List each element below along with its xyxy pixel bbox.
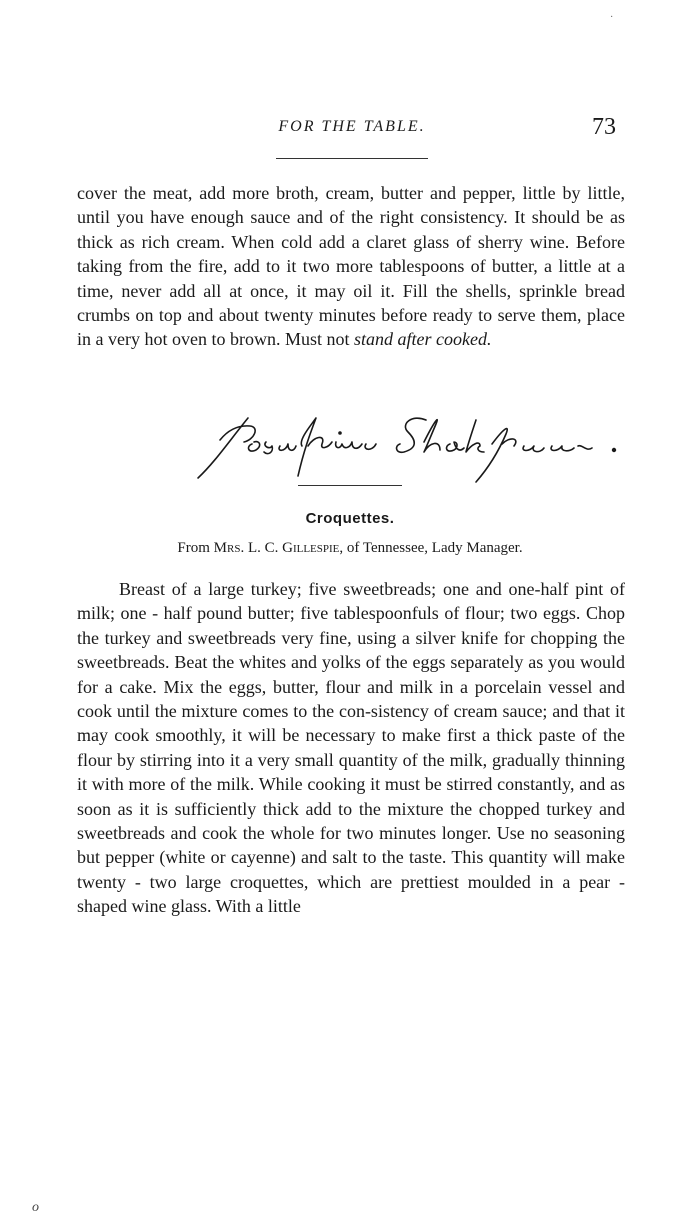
continued-recipe-text <box>77 181 625 352</box>
attribution-from: From <box>177 540 210 556</box>
handwritten-signature <box>190 400 650 490</box>
bottom-left-mark: o <box>32 1200 39 1215</box>
croquettes-recipe-text <box>77 577 625 919</box>
recipe-title: Croquettes. <box>305 510 395 527</box>
attribution-name: Mrs. L. C. Gillespie, <box>213 540 344 556</box>
top-paragraph-text: cover the meat, add more broth, cream, butter and pepper, little by little, until you have enough sauce and of the right consistency. It should be as thick as rich cream. When cold add a claret glass of sherry wine. Before taking from the fire, add to it two more tablespoons of butter, a little at a time, never add all at once, it may oil it. Fill the shells, sprinkle bread crumbs on top and about twenty minutes before ready to serve them, place in a very hot oven to brown. Must not <box>77 183 625 350</box>
page-number: 73 <box>592 114 616 140</box>
recipe-attribution <box>0 540 700 557</box>
running-title: FOR THE TABLE. <box>278 118 426 135</box>
corner-speck: · <box>610 12 614 23</box>
section-rule <box>298 485 402 486</box>
top-paragraph <box>77 181 625 352</box>
recipe-paragraph: Breast of a large turkey; five sweetbreads; one and one-half pint of milk; one - half pound butter; five tablespoonfuls of flour; two eggs. Chop the turkey and sweetbreads very fine, using a silver knife for chopping the sweetbreads. Beat the whites and yolks of the eggs separately as you would for a cake. Mix the eggs, butter, flour and milk in a porcelain vessel and cook until the mixture comes to the con-sistency of cream sauce; and that it may cook smoothly, it will be necessary to make first a thick paste of the flour by stirring into it a very small quantity of the milk, gradually thinning it with more of the milk. While cooking it must be stirred constantly, and as soon as it is sufficiently thick add to the mixture the chopped turkey and sweetbreads and cook the whole for two minutes longer. Use no seasoning but pepper (white or cayenne) and salt to the taste. This quantity will make twenty - two large croquettes, which are prettiest moulded in a pear - shaped wine glass. With a little <box>77 579 625 917</box>
running-head <box>0 114 700 148</box>
top-paragraph-emphasis: stand after cooked. <box>353 329 492 350</box>
header-rule <box>276 158 428 159</box>
attribution-rest: of Tennessee, Lady Manager. <box>346 540 523 556</box>
